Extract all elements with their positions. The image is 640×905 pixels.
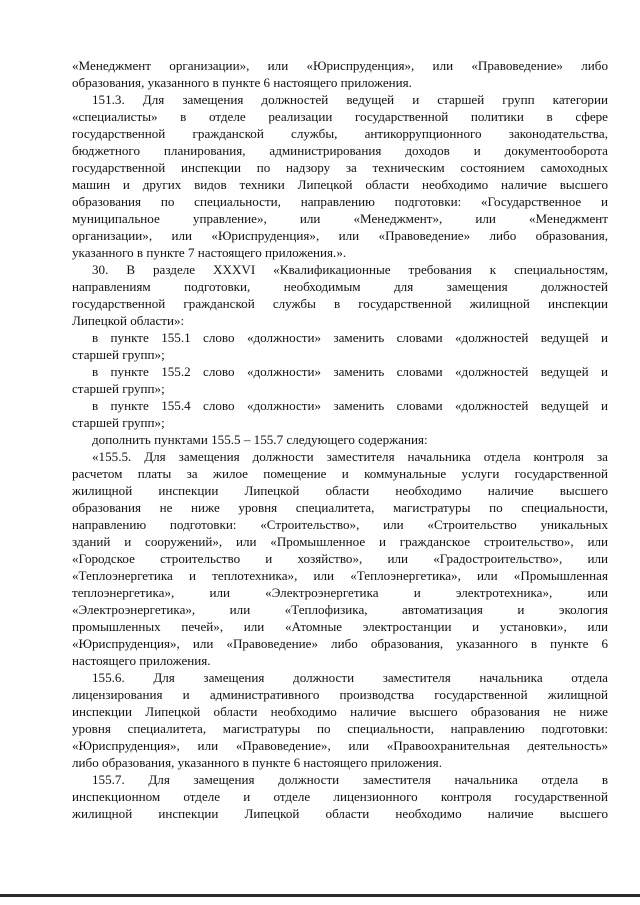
text-line: настоящего приложения. (72, 653, 211, 668)
text-line: теплоэнергетика», или «Электроэнергетика и электротехника», или (72, 585, 608, 600)
text-line: «специалисты» в отделе реализации государственной политики в сфере (72, 109, 608, 124)
text-line: в пункте 155.2 слово «должности» заменить словами «должностей ведущей и (92, 364, 608, 379)
text-line: «Юриспруденция», или «Правоведение» либо образования, указанного в пункте 6 (72, 636, 608, 651)
text-line: образования не ниже уровня специалитета, магистратуры по специальности, (72, 500, 608, 515)
text-line: либо образования, указанного в пункте 6 настоящего приложения. (72, 755, 442, 770)
text-line: муниципальное управление», или «Менеджмент», или «Менеджмент (72, 211, 608, 226)
text-line: указанного в пункте 7 настоящего приложения.». (72, 245, 347, 260)
text-line: инспекционном отделе и отделе лицензионного контроля государственной (72, 789, 608, 804)
text-line: жилищной инспекции Липецкой области необходимо наличие высшего (72, 806, 608, 821)
text-line: образования, указанного в пункте 6 настоящего приложения. (72, 75, 412, 90)
text-line: направлениям подготовки, необходимым для замещения должностей (72, 279, 608, 294)
text-line: промышленных печей», или «Атомные электростанции и установки», или (72, 619, 608, 634)
text-line: 151.3. Для замещения должностей ведущей и старшей групп категории (92, 92, 608, 107)
text-line: инспекции Липецкой области необходимо наличие высшего образования не ниже (72, 704, 608, 719)
text-line: дополнить пунктами 155.5 – 155.7 следующего содержания: (92, 432, 428, 447)
text-line: «Юриспруденция», или «Правоведение», или «Правоохранительная деятельность» (72, 738, 608, 753)
text-line: образования по специальности, направлению подготовки: «Государственное и (72, 194, 608, 209)
text-line: 155.7. Для замещения должности заместителя начальника отдела в (92, 772, 608, 787)
text-line: «Теплоэнергетика и теплотехника», или «Теплоэнергетика», или «Промышленная (72, 568, 608, 583)
text-line: в пункте 155.1 слово «должности» заменить словами «должностей ведущей и (92, 330, 608, 345)
text-line: уровня специалитета, магистратуры по специальности, направлению подготовки: (72, 721, 608, 736)
text-line: направлению подготовки: «Строительство», или «Строительство уникальных (72, 517, 608, 532)
text-line: старшей групп»; (72, 415, 165, 430)
text-line: жилищной инспекции Липецкой области необходимо наличие высшего (72, 483, 608, 498)
text-line: лицензирования и административного производства государственной жилищной (72, 687, 608, 702)
text-line: старшей групп»; (72, 381, 165, 396)
text-line: «Менеджмент организации», или «Юриспруденция», или «Правоведение» либо (72, 58, 608, 73)
text-line: 155.6. Для замещения должности заместителя начальника отдела (92, 670, 608, 685)
page-bottom-rule (0, 894, 640, 897)
text-line: государственной гражданской службы в государственной жилищной инспекции (72, 296, 608, 311)
document-body (72, 57, 608, 822)
text-line: государственной инспекции по надзору за техническим состоянием самоходных (72, 160, 608, 175)
text-line: машин и других видов техники Липецкой области необходимо наличие высшего (72, 177, 608, 192)
text-line: бюджетного планирования, администрирования доходов и документооборота (72, 143, 608, 158)
text-line: «Электроэнергетика», или «Теплофизика, автоматизация и экология (72, 602, 608, 617)
text-line: государственной гражданской службы, антикоррупционного законодательства, (72, 126, 608, 141)
text-line: Липецкой области»: (72, 313, 185, 328)
text-line: «Городское строительство и хозяйство», или «Градостроительство», или (72, 551, 608, 566)
text-line: зданий и сооружений», или «Промышленное и гражданское строительство», или (72, 534, 608, 549)
text-line: расчетом платы за жилое помещение и коммунальные услуги государственной (72, 466, 608, 481)
text-line: старшей групп»; (72, 347, 165, 362)
text-line: в пункте 155.4 слово «должности» заменить словами «должностей ведущей и (92, 398, 608, 413)
text-line: организации», или «Юриспруденция», или «Правоведение» либо образования, (72, 228, 608, 243)
text-line: «155.5. Для замещения должности заместителя начальника отдела контроля за (92, 449, 608, 464)
text-line: 30. В разделе XXXVI «Квалификационные требования к специальностям, (92, 262, 608, 277)
